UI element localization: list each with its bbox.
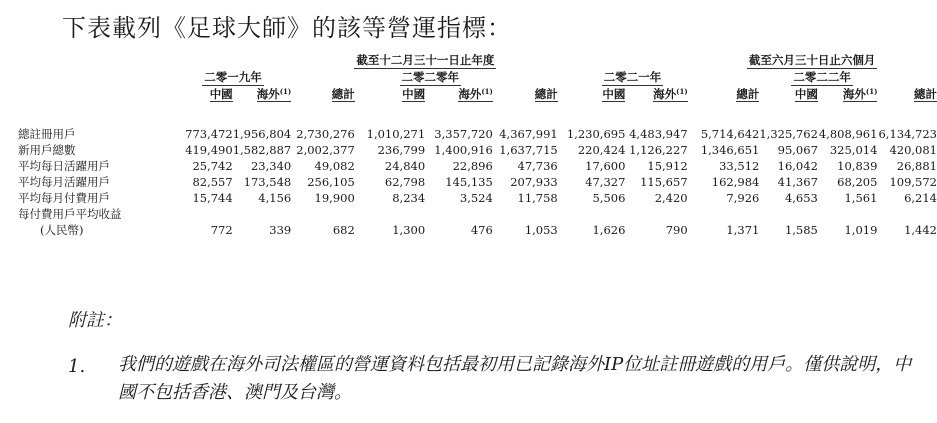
table-cell: 49,082 xyxy=(314,159,355,173)
table-cell: 476 xyxy=(470,223,493,237)
table-cell: 173,548 xyxy=(243,175,292,189)
note-number: 1. xyxy=(68,356,86,377)
col-overseas: 海外$^{(1)}$ xyxy=(653,87,688,101)
col-china: 中國 xyxy=(794,87,818,101)
row-label: 總註冊用戶 xyxy=(18,127,76,141)
col-china: 中國 xyxy=(402,87,426,101)
table-cell: 790 xyxy=(665,223,688,237)
table-cell: 47,327 xyxy=(585,175,626,189)
table-cell: 1,126,227 xyxy=(629,143,688,157)
table-cell: 4,156 xyxy=(258,191,292,205)
col-total: 總計 xyxy=(534,87,558,101)
table-row xyxy=(18,126,937,142)
table-cell: 339 xyxy=(269,223,292,237)
table-cell: 1,019 xyxy=(844,223,878,237)
table-cell: 1,230,695 xyxy=(566,127,626,141)
table-cell: 62,798 xyxy=(384,175,426,189)
row-label: 平均每日活躍用戶 xyxy=(18,159,110,173)
table-row xyxy=(18,190,937,206)
table-cell: 1,400,916 xyxy=(434,143,493,157)
year-header-2019: 二零一九年 xyxy=(204,70,262,84)
table-cell: 1,346,651 xyxy=(700,143,760,157)
table-cell: 1,300 xyxy=(392,223,426,237)
table-cell: 1,956,804 xyxy=(232,127,292,141)
col-total: 總計 xyxy=(331,87,355,101)
table-cell: 4,367,991 xyxy=(499,127,558,141)
operating-metrics-table xyxy=(18,52,937,238)
table-row xyxy=(18,174,937,190)
table-row xyxy=(18,142,937,158)
table-cell: 15,912 xyxy=(647,159,688,173)
row-label: 平均每月付費用戶 xyxy=(18,191,110,205)
table-cell: 17,600 xyxy=(585,159,626,173)
table-cell: 115,657 xyxy=(640,175,688,189)
col-overseas: 海外$^{(1)}$ xyxy=(458,87,493,101)
table-cell: 420,081 xyxy=(889,143,937,157)
table-cell: 41,367 xyxy=(777,175,818,189)
table-cell: 1,010,271 xyxy=(366,127,426,141)
row-label: (人民幣) xyxy=(40,223,84,237)
table-cell: 773,472 xyxy=(185,127,233,141)
table-cell: 162,984 xyxy=(711,175,760,189)
table-cell: 33,512 xyxy=(719,159,760,173)
row-label: 新用戶總數 xyxy=(18,143,76,157)
table-cell: 4,483,947 xyxy=(629,127,688,141)
period-group-row xyxy=(18,52,937,69)
table-cell: 7,926 xyxy=(726,191,760,205)
table-cell: 6,214 xyxy=(904,191,937,205)
table-cell: 1,053 xyxy=(524,223,558,237)
table-cell: 109,572 xyxy=(889,175,937,189)
table-cell: 5,714,642 xyxy=(700,127,760,141)
table-cell: 1,325,762 xyxy=(759,127,818,141)
table-cell: 1,637,715 xyxy=(499,143,558,157)
table-cell: 5,506 xyxy=(592,191,626,205)
table-cell: 325,014 xyxy=(829,143,878,157)
table-cell: 2,420 xyxy=(654,191,688,205)
table-cell: 10,839 xyxy=(837,159,878,173)
col-total: 總計 xyxy=(914,87,937,101)
fiscal-year-group-header: 截至十二月三十一日止年度 xyxy=(356,53,495,67)
table-cell: 220,424 xyxy=(577,143,626,157)
table-cell: 22,896 xyxy=(452,159,493,173)
row-label: 每付費用戶平均收益 xyxy=(18,207,122,221)
table-cell: 1,626 xyxy=(592,223,626,237)
table-cell: 1,561 xyxy=(844,191,878,205)
col-china: 中國 xyxy=(209,87,233,101)
table-cell: 1,582,887 xyxy=(232,143,292,157)
note-text: 我們的遊戲在海外司法權區的營運資料包括最初用已記錄海外IP位址註冊遊戲的用戶。僅供說明，中國不包括香港、澳門及台灣。 xyxy=(118,354,912,403)
table-cell: 82,557 xyxy=(192,175,233,189)
year-row xyxy=(18,69,937,86)
col-overseas: 海外$^{(1)}$ xyxy=(842,87,878,101)
table-cell: 1,371 xyxy=(726,223,760,237)
row-label: 平均每月活躍用戶 xyxy=(18,175,110,189)
table-cell: 2,730,276 xyxy=(296,127,355,141)
table-cell: 16,042 xyxy=(777,159,818,173)
table-cell: 682 xyxy=(332,223,355,237)
column-header-row xyxy=(18,86,937,102)
table-cell: 24,840 xyxy=(384,159,426,173)
table-cell: 1,585 xyxy=(784,223,818,237)
table-cell: 236,799 xyxy=(377,143,426,157)
table-cell: 2,002,377 xyxy=(296,143,355,157)
intro-text: 下表載列《足球大師》的該等營運指標： xyxy=(62,14,512,42)
table-cell: 256,105 xyxy=(307,175,355,189)
table-cell: 1,442 xyxy=(904,223,937,237)
table-cell: 3,524 xyxy=(459,191,493,205)
table-row xyxy=(18,206,937,222)
table-cell: 11,758 xyxy=(517,191,558,205)
table-cell: 4,653 xyxy=(784,191,818,205)
table-cell: 23,340 xyxy=(250,159,292,173)
table-row xyxy=(18,158,937,174)
year-header-2022: 二零二二年 xyxy=(793,70,851,84)
col-overseas: 海外$^{(1)}$ xyxy=(256,87,292,101)
notes-heading: 附註： xyxy=(68,310,122,331)
table-cell: 25,742 xyxy=(192,159,233,173)
year-header-2021: 二零二一年 xyxy=(603,70,662,84)
table-cell: 26,881 xyxy=(896,159,937,173)
table-cell: 207,933 xyxy=(510,175,558,189)
table-cell: 68,205 xyxy=(837,175,878,189)
table-cell: 8,234 xyxy=(392,191,426,205)
table-cell: 3,357,720 xyxy=(434,127,493,141)
col-china: 中國 xyxy=(602,87,626,101)
table-row xyxy=(18,222,937,238)
table-cell: 6,134,723 xyxy=(878,127,937,141)
table-cell: 47,736 xyxy=(517,159,558,173)
col-total: 總計 xyxy=(736,87,760,101)
table-cell: 15,744 xyxy=(192,191,233,205)
six-month-group-header: 截至六月三十日止六個月 xyxy=(748,53,876,67)
table-cell: 145,135 xyxy=(445,175,493,189)
table-cell: 19,900 xyxy=(314,191,355,205)
table-cell: 419,490 xyxy=(185,143,233,157)
table-cell: 95,067 xyxy=(777,143,818,157)
year-header-2020: 二零二零年 xyxy=(401,70,460,84)
table-cell: 772 xyxy=(210,223,233,237)
table-cell: 4,808,961 xyxy=(818,127,878,141)
